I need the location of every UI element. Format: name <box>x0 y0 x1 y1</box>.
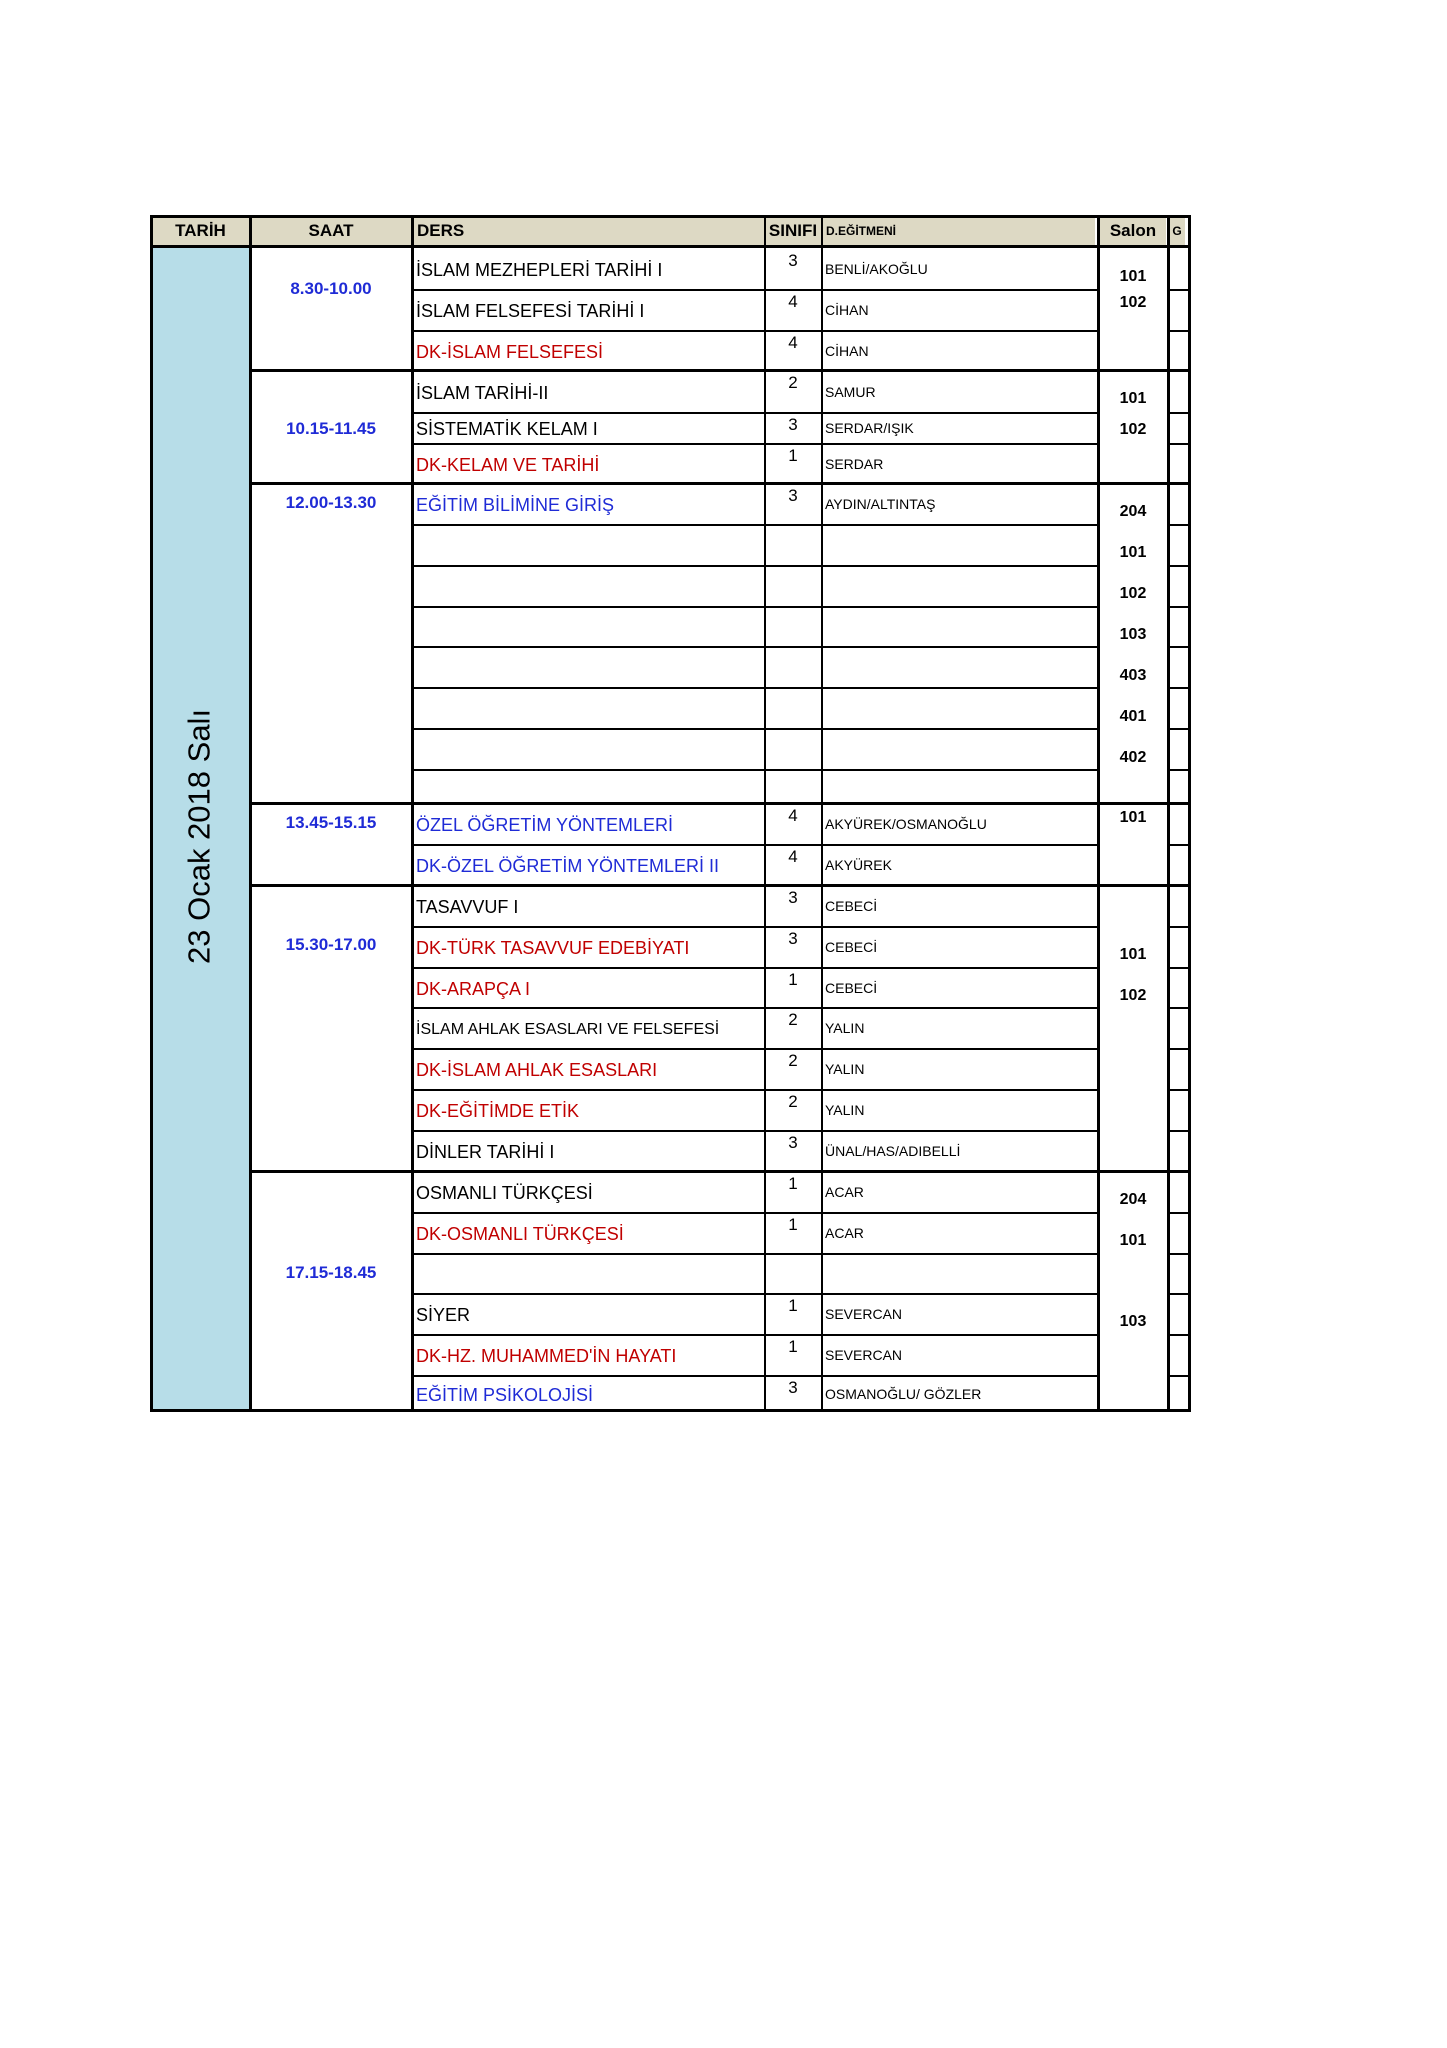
course-name: DK-İSLAM AHLAK ESASLARI <box>416 1060 658 1080</box>
course-instructor: SERDAR/IŞIK <box>825 420 914 436</box>
grid-line <box>821 215 823 1412</box>
table-border-right <box>1188 215 1191 1412</box>
salon-number: 101 <box>1119 544 1147 561</box>
course-instructor: CİHAN <box>825 343 869 359</box>
salon-number: 101 <box>1119 809 1147 826</box>
grid-line <box>413 443 1099 445</box>
course-grade: 4 <box>788 292 798 311</box>
course-instructor: YALIN <box>825 1102 865 1118</box>
grid-line <box>1167 412 1191 414</box>
grid-line <box>411 215 414 1412</box>
grid-line <box>413 1375 1099 1377</box>
course-grade: 1 <box>788 1296 798 1315</box>
header-tarih: TARİH <box>152 217 249 245</box>
course-grade <box>765 771 821 793</box>
course-grade: 3 <box>788 929 798 948</box>
grid-line <box>1167 606 1191 608</box>
salon-number: 403 <box>1119 667 1147 684</box>
salon-number: 402 <box>1119 749 1147 766</box>
grid-line <box>1167 769 1191 771</box>
grid-line <box>1167 524 1191 526</box>
course-instructor: CEBECİ <box>825 980 878 996</box>
header-ders: DERS <box>413 217 764 245</box>
salon-number: 102 <box>1119 421 1147 438</box>
course-name: DK-EĞİTİMDE ETİK <box>416 1101 580 1121</box>
course-name: İSLAM FELSEFESİ TARİHİ I <box>416 301 645 321</box>
course-grade: 1 <box>788 1337 798 1356</box>
course-name: ÖZEL ÖĞRETİM YÖNTEMLERİ <box>416 815 674 835</box>
grid-line <box>413 1048 1099 1050</box>
grid-line <box>1167 1089 1191 1091</box>
grid-line <box>1167 1212 1191 1214</box>
grid-line <box>413 646 1099 648</box>
grid-line <box>413 926 1099 928</box>
course-name: EĞİTİM BİLİMİNE GİRİŞ <box>416 495 615 515</box>
course-name: DK-OSMANLI TÜRKÇESİ <box>416 1224 624 1244</box>
course-grade: 3 <box>788 251 798 270</box>
course-name: DK-HZ. MUHAMMED'İN HAYATI <box>416 1346 677 1366</box>
course-grade <box>765 648 821 670</box>
grid-line <box>1167 443 1191 445</box>
course-grade <box>765 526 821 548</box>
grid-line <box>1167 1007 1191 1009</box>
course-grade <box>765 567 821 589</box>
course-instructor: YALIN <box>825 1020 865 1036</box>
grid-line <box>413 967 1099 969</box>
time-slot: 13.45-15.15 <box>285 813 377 832</box>
course-grade: 1 <box>788 970 798 989</box>
grid-line <box>1167 1334 1191 1336</box>
course-instructor: SAMUR <box>825 384 876 400</box>
course-grade: 3 <box>788 415 798 434</box>
course-name: İSLAM MEZHEPLERİ TARİHİ I <box>416 260 663 280</box>
grid-line <box>413 1334 1099 1336</box>
course-instructor: CEBECİ <box>825 898 878 914</box>
grid-line <box>413 524 1099 526</box>
course-grade <box>765 730 821 752</box>
salon-number: 204 <box>1119 503 1147 520</box>
course-instructor: CEBECİ <box>825 939 878 955</box>
course-name: TASAVVUF I <box>416 897 519 917</box>
table-border-top <box>150 215 1191 218</box>
course-name: İSLAM AHLAK ESASLARI VE FELSEFESİ <box>416 1021 720 1038</box>
salon-number: 101 <box>1119 268 1147 285</box>
grid-line <box>413 1212 1099 1214</box>
date-cell <box>152 248 249 1410</box>
header-sinifi: SINIFI <box>765 217 821 245</box>
course-grade <box>765 689 821 711</box>
grid-line <box>1167 728 1191 730</box>
grid-line <box>413 728 1099 730</box>
time-slot: 12.00-13.30 <box>285 493 377 512</box>
salon-number: 101 <box>1119 390 1147 407</box>
course-grade: 2 <box>788 373 798 392</box>
course-grade: 3 <box>788 888 798 907</box>
grid-line <box>413 687 1099 689</box>
grid-line <box>413 289 1099 291</box>
group-border <box>251 802 1191 805</box>
course-grade: 3 <box>788 1378 798 1397</box>
course-name: DK-İSLAM FELSEFESİ <box>416 342 604 362</box>
grid-line <box>1167 1130 1191 1132</box>
course-grade: 1 <box>788 446 798 465</box>
header-saat: SAAT <box>251 217 411 245</box>
grid-line <box>413 1007 1099 1009</box>
course-name: DK-KELAM VE TARİHİ <box>416 455 600 475</box>
grid-line <box>1167 289 1191 291</box>
grid-line <box>413 1253 1099 1255</box>
course-instructor: AKYÜREK <box>825 857 892 873</box>
course-instructor: ACAR <box>825 1184 864 1200</box>
salon-number: 103 <box>1119 626 1147 643</box>
course-instructor: ÜNAL/HAS/ADIBELLİ <box>825 1143 961 1159</box>
course-name: DİNLER TARİHİ I <box>416 1142 555 1162</box>
salon-number: 401 <box>1119 708 1147 725</box>
grid-line <box>413 330 1099 332</box>
course-grade <box>765 608 821 630</box>
course-name: SİYER <box>416 1305 471 1325</box>
grid-line <box>1167 1253 1191 1255</box>
course-grade: 2 <box>788 1010 798 1029</box>
course-instructor: BENLİ/AKOĞLU <box>825 261 928 277</box>
course-instructor: ACAR <box>825 1225 864 1241</box>
time-slot: 10.15-11.45 <box>286 419 376 438</box>
time-slot: 17.15-18.45 <box>285 1263 377 1282</box>
grid-line <box>1167 967 1191 969</box>
course-grade: 2 <box>788 1092 798 1111</box>
course-name: DK-ÖZEL ÖĞRETİM YÖNTEMLERİ II <box>416 856 720 876</box>
group-border <box>251 369 1191 372</box>
grid-line <box>1167 646 1191 648</box>
course-grade: 1 <box>788 1215 798 1234</box>
grid-line <box>1167 1048 1191 1050</box>
grid-line <box>413 1130 1099 1132</box>
grid-line <box>1167 926 1191 928</box>
grid-line <box>413 769 1099 771</box>
salon-number: 103 <box>1119 1313 1147 1330</box>
grid-line <box>1167 687 1191 689</box>
header-border <box>150 245 1191 248</box>
salon-number: 102 <box>1119 585 1147 602</box>
course-instructor: OSMANOĞLU/ GÖZLER <box>825 1386 982 1402</box>
table-border-left <box>150 215 153 1412</box>
header-salon: Salon <box>1100 217 1166 245</box>
time-slot: 15.30-17.00 <box>285 935 377 954</box>
course-grade: 4 <box>788 847 798 866</box>
grid-line <box>413 1293 1099 1295</box>
time-slot: 8.30-10.00 <box>290 279 372 298</box>
course-name: DK-ARAPÇA I <box>416 979 531 999</box>
grid-line <box>1167 565 1191 567</box>
grid-line <box>249 215 252 1412</box>
course-instructor: SERDAR <box>825 456 884 472</box>
table-border-bottom <box>150 1409 1191 1412</box>
course-name: DK-TÜRK TASAVVUF EDEBİYATI <box>416 938 690 958</box>
date-label: 23 Ocak 2018 Salı <box>181 708 217 964</box>
grid-line <box>413 1089 1099 1091</box>
salon-number: 101 <box>1119 1232 1147 1249</box>
grid-line <box>413 606 1099 608</box>
course-instructor: AKYÜREK/OSMANOĞLU <box>825 816 987 832</box>
course-instructor: SEVERCAN <box>825 1306 903 1322</box>
grid-line <box>413 412 1099 414</box>
header-g: G <box>1169 217 1185 245</box>
grid-line <box>1097 215 1100 1412</box>
course-grade: 3 <box>788 1133 798 1152</box>
grid-line <box>1167 330 1191 332</box>
grid-line <box>1167 1375 1191 1377</box>
salon-number: 102 <box>1119 987 1147 1004</box>
group-border <box>251 1170 1191 1173</box>
course-grade: 4 <box>788 806 798 825</box>
salon-number: 101 <box>1119 946 1147 963</box>
course-name: OSMANLI TÜRKÇESİ <box>416 1183 593 1203</box>
course-grade: 3 <box>788 486 798 505</box>
grid-line <box>1167 844 1191 846</box>
course-instructor: AYDIN/ALTINTAŞ <box>825 496 936 512</box>
grid-line <box>1167 1293 1191 1295</box>
grid-line <box>1167 215 1170 1412</box>
course-grade: 2 <box>788 1051 798 1070</box>
course-instructor: CİHAN <box>825 302 869 318</box>
course-grade: 1 <box>788 1174 798 1193</box>
course-name: İSLAM TARİHİ-II <box>416 383 549 403</box>
header-egitmen: D.EĞİTMENİ <box>822 217 1095 245</box>
course-instructor: YALIN <box>825 1061 865 1077</box>
group-border <box>251 884 1191 887</box>
course-grade <box>765 1255 821 1277</box>
course-instructor: SEVERCAN <box>825 1347 903 1363</box>
grid-line <box>764 215 766 1412</box>
course-grade: 4 <box>788 333 798 352</box>
grid-line <box>413 565 1099 567</box>
group-border <box>251 482 1191 485</box>
salon-number: 102 <box>1119 294 1147 311</box>
salon-number: 204 <box>1119 1191 1147 1208</box>
course-name: EĞİTİM PSİKOLOJİSİ <box>416 1385 594 1405</box>
grid-line <box>413 844 1099 846</box>
course-name: SİSTEMATİK KELAM I <box>416 419 598 439</box>
